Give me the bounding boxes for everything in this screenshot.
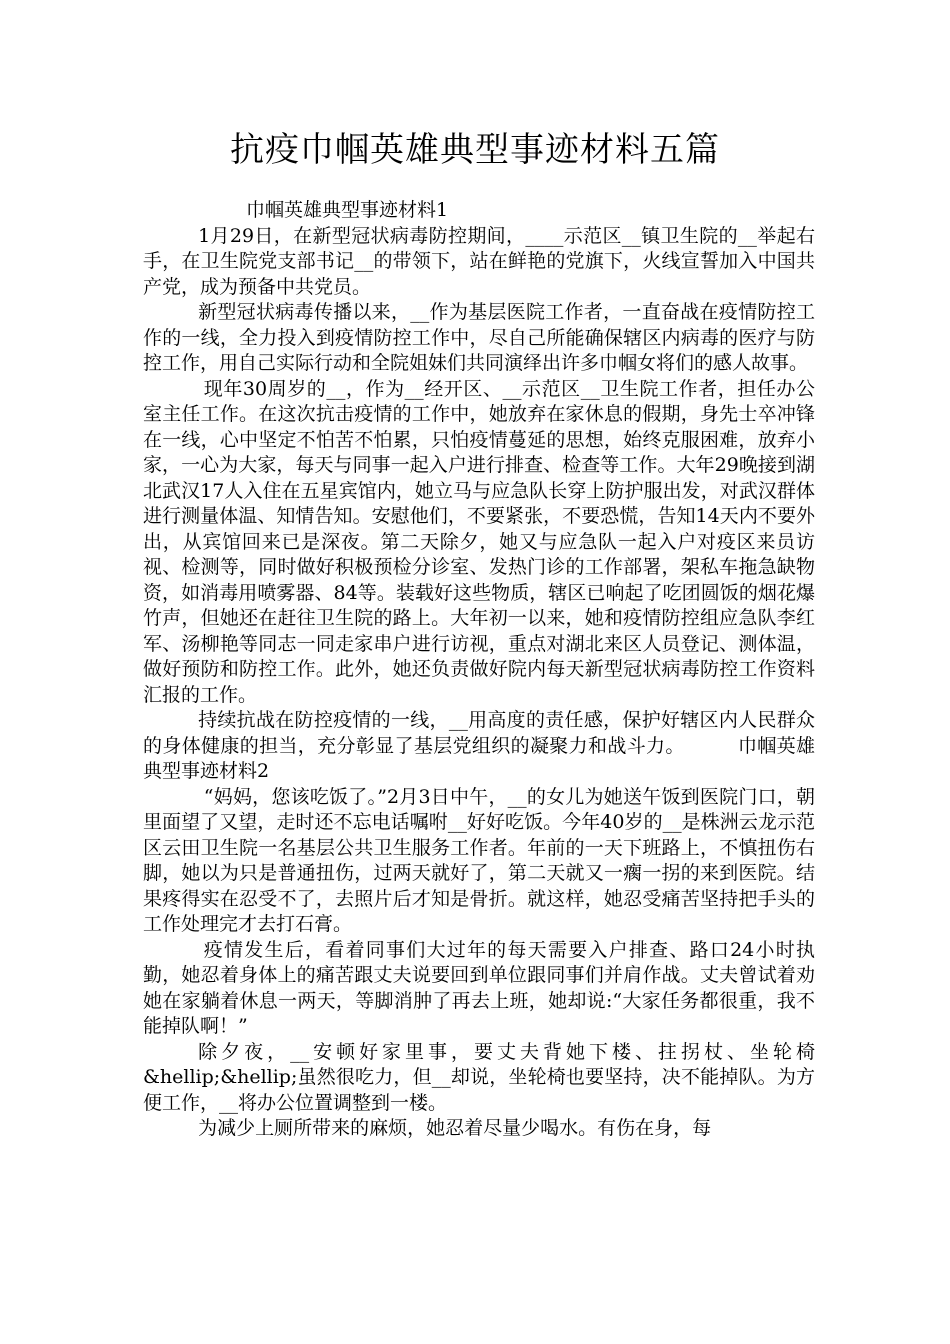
document-title: 抗疫巾帼英雄典型事迹材料五篇 <box>230 130 720 170</box>
section-2-paragraph-3: 除夕夜，__安顿好家里事，要丈夫背她下楼、拄拐杖、坐轮椅&hellip;&hellip;虽然很吃力，但__却说，坐轮椅也要坚持，决不能掉队。为方便工作，__将办公位置调整到一楼。 <box>143 1040 815 1114</box>
section-1-paragraph-1: 1月29日，在新型冠状病毒防控期间，____示范区__镇卫生院的__举起右手，在卫生院党支部书记__的带领下，站在鲜艳的党旗下，火线宣誓加入中国共产党，成为预备中共党员。 <box>143 224 815 298</box>
section-2-paragraph-4: 为减少上厕所带来的麻烦，她忍着尽量少喝水。有伤在身，每 <box>198 1117 712 1139</box>
section-1-paragraph-3: 现年30周岁的__，作为__经开区、__示范区__卫生院工作者，担任办公室主任工作。在这次抗击疫情的工作中，她放弃在家休息的假期，身先士卒冲锋在一线，心中坚定不怕苦不怕累，只怕疫情蔓延的思想，始终克服困难，放弃小家，一心为大家，每天与同事一起入户进行排查、检查等工作。大年29晚接到湖北武汉17人入住在五星宾馆内，她立马与应急队长穿上防护服出发，对武汉群体进行测量体温、知情告知。安慰他们，不要紧张，不要恐慌，告知14天内不要外出，从宾馆回来已是深夜。第二天除夕，她又与应急队一起入户对疫区来员访视、检测等，同时做好积极预检分诊室、发热门诊的工作部署，架私车拖急缺物资，如消毒用喷雾器、84等。装载好这些物质，辖区已响起了吃团圆饭的烟花爆竹声，但她还在赶往卫生院的路上。大年初一以来，她和疫情防控组应急队李红军、汤柳艳等同志一同走家串户进行访视，重点对湖北来区人员登记、测体温，做好预防和防控工作。此外，她还负责做好院内每天新型冠状病毒防控工作资料汇报的工作。 <box>143 377 815 706</box>
section-1-paragraph-4-text: 持续抗战在防控疫情的一线，__用高度的责任感，保护好辖区内人民群众的身体健康的担当，充分彰显了基层党组织的凝聚力和战斗力。 <box>143 709 815 757</box>
document-body <box>143 198 815 1142</box>
section-2-paragraph-1: “妈妈，您该吃饭了。”2月3日中午，__的女儿为她送午饭到医院门口，朝里面望了又望，走时还不忘电话嘱咐__好好吃饭。今年40岁的__是株洲云龙示范区云田卫生院一名基层公共卫生服务工作者。年前的一天下班路上，不慎扭伤右脚，她以为只是普通扭伤，过两天就好了，第二天就又一瘸一拐的来到医院。结果疼得实在忍受不了，去照片后才知是骨折。就这样，她忍受痛苦坚持把手头的工作处理完才去打石膏。 <box>143 785 815 935</box>
section-1-paragraph-4 <box>143 708 815 785</box>
section-heading-2: 巾帼英雄典型事迹材料2 <box>143 734 815 782</box>
section-2-paragraph-2: 疫情发生后，看着同事们大过年的每天需要入户排查、路口24小时执勤，她忍着身体上的痛苦跟丈夫说要回到单位跟同事们并肩作战。丈夫曾试着劝她在家躺着休息一两天，等脚消肿了再去上班，她却说:“大家任务都很重，我不能掉队啊！” <box>143 938 815 1037</box>
section-1-paragraph-2: 新型冠状病毒传播以来，__作为基层医院工作者，一直奋战在疫情防控工作的一线，全力投入到疫情防控工作中，尽自己所能确保辖区内病毒的医疗与防控工作，用自己实际行动和全院姐妹们共同演绎出许多巾帼女将们的感人故事。 <box>143 301 815 374</box>
section-heading-1: 巾帼英雄典型事迹材料1 <box>246 199 449 221</box>
